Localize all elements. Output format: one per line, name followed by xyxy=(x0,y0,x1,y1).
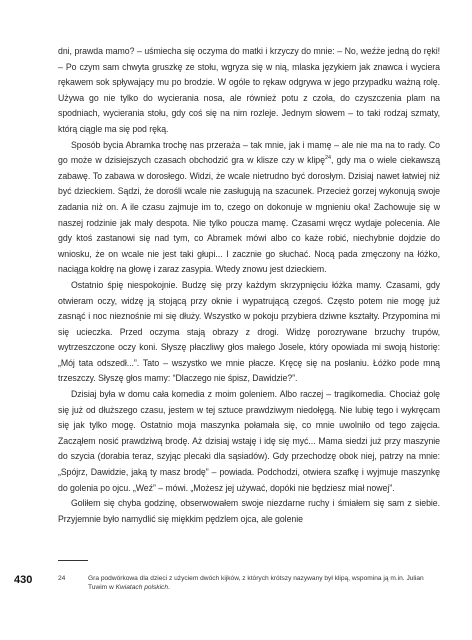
paragraph xyxy=(58,387,440,496)
paragraph-text: Dzisiaj była w domu cała komedia z moim goleniem. Albo raczej – tragikomedia. Chociaż golę się już od dłuższego czasu, jestem w tej sztuce prawdziwym niedołęgą. Nie lubię tego i wykręcam się jak tylko mogę. Ostatnio moja maszynka połamała się, co mnie uwolniło od tego zajęcia. Zacząłem nosić prawdziwą brodę. Aż dzisiaj wstaję i idę się myć... Mama siedzi już przy maszynie do szycia (dorabia teraz, szyjąc plecaki dla sąsiadów). Gdy przechodzę obok niej, patrzy na mnie: „Spójrz, Dawidzie, jaką ty masz brodę” – powiada. Podchodzi, otwiera szafkę i wyjmuje maszynkę do golenia po ojcu. „Weź” – mówi. „Możesz jej używać, dopóki nie będziesz miał nowej”. xyxy=(58,389,440,493)
paragraph-text: , gdy ma o wiele ciekawszą zabawę. To zabawa w dorosłego. Widzi, że wcale nietrudno być dorosłym. Dzisiaj nawet łatwiej niż być dzieckiem. Sądzi, że dorośli wcale nie zasługują na szacunek. Przecież gorzej wykonują swoje zadania niż on. A ile czasu zajmuje im to, czego on dokonuje w mgnieniu oka! Zachowuje się w naszej rodzinie jak mały despota. Nie tylko poucza mamę. Czasami wręcz wydaje polecenia. Ale gdy ktoś zastanowi się nad tym, co Abramek mówi albo co każe robić, niechybnie dojdzie do wniosku, że on wcale nie jest taki głupi... I zacznie go słuchać. Nocą pada zmęczony na łóżko, naciąga kołdrę na głowę i zaraz zasypia. Wtedy znowu jest dzieckiem. xyxy=(58,155,441,275)
paragraph xyxy=(58,278,440,387)
footnote-text-part: . xyxy=(168,584,170,592)
main-text xyxy=(58,44,440,527)
footnote-reference[interactable]: 24 xyxy=(324,155,331,162)
paragraph-text: Sposób bycia Abramka trochę nas przeraża – tak mnie, jak i mamę – ale nie ma na to rady. Co go może w dzisiejszych czasach obchodzić gra w klisze czy w klipę xyxy=(58,139,440,166)
footnote-text-part: Gra podwórkowa dla dzieci z użyciem dwóch kijków, z których krótszy nazywany był klipą, wspomina ją m.in. Julian Tuwim w xyxy=(88,575,424,592)
paragraph xyxy=(58,44,440,138)
footnote-divider xyxy=(58,560,88,561)
footnote xyxy=(58,574,440,593)
page-number: 430 xyxy=(14,574,33,586)
paragraph-text: dni, prawda mamo? – uśmiecha się oczyma do matki i krzyczy do mnie: – No, weźże jedną do ręki! – Po czym sam chwyta gruszkę ze stołu, wgryza się w nią, mlaska językiem jak znawca i wyciera rękawem sok spływający mu po brodzie. W ogóle to rękaw odgrywa w jego przypadku ważną rolę. Używa go nie tylko do wycierania nosa, ale również potu z czoła, do czyszczenia plam na spodniach, wycierania stołu, gdy coś się na nim rozleje. Jednym słowem – to taki rodzaj szmaty, którą ciągle ma się pod ręką. xyxy=(58,46,440,134)
paragraph xyxy=(58,496,440,527)
footnote-book-title: Kwiatach polskich xyxy=(115,584,169,592)
footnote-text xyxy=(88,574,440,593)
paragraph-text: Goliłem się chyba godzinę, obserwowałem swoje niezdarne ruchy i śmiałem się sam z siebie. Przyjemnie było namydlić się miękkim pędzlem ojca, ale golenie xyxy=(58,498,440,524)
paragraph-text: Ostatnio śpię niespokojnie. Budzę się przy każdym skrzypnięciu łóżka mamy. Czasami, gdy otwieram oczy, widzę ją stojącą przy oknie i wypatrującą czegoś. Często potem nie mogę już zasnąć i noc nieznośnie mi się dłuży. Wszystko w pokoju przybiera dziwne kształty. Przypomina mi się ucieczka. Przed oczyma stają obrazy z drogi. Widzę porozrywane brzuchy trupów, wytrzeszczone oczy koni. Słyszę płaczliwy głos małego Josele, który opowiada mi swoją historię: „Mój tata odszedł...”. Tato – wszystko we mnie płacze. Kręcę się na posłaniu. Łóżko pode mną trzeszczy. Słyszę głos mamy: “Dlaczego nie śpisz, Dawidzie?”. xyxy=(58,279,440,384)
footnote-number: 24 xyxy=(58,575,66,582)
paragraph xyxy=(58,138,440,278)
